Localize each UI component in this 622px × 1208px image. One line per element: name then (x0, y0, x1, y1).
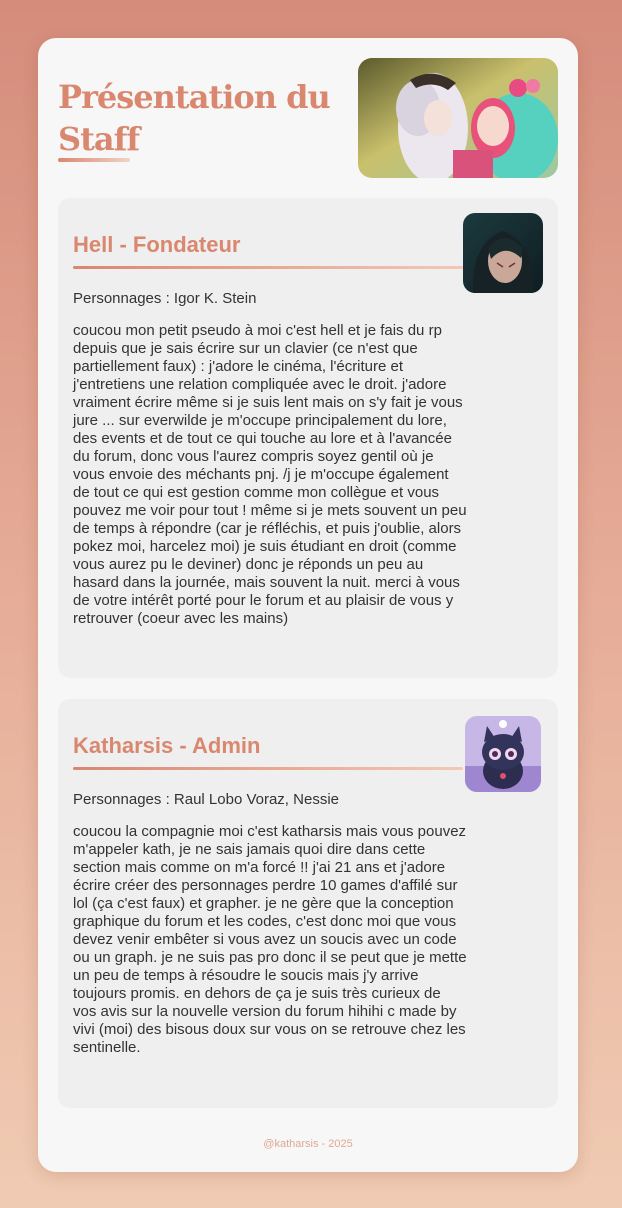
page-title: Présentation du Staff (58, 78, 330, 158)
staff-section-hell (58, 198, 558, 678)
staff-heading: Hell - Fondateur (73, 232, 241, 257)
staff-bio: coucou la compagnie moi c'est katharsis mais vous pouvez m'appeler kath, je ne sais jamais quoi dire dans cette section mais comme on m'a forcé !! j'ai 21 ans et j'adore écrire créer des personnages perdre 10 games d'affilé sur lol (ça c'est faux) et grapher. je ne gère que la conception graphique du forum et les codes, c'est donc moi que vous devez venir embêter si vous avez un soucis avec un code ou un graph. je ne suis pas pro donc il se peut que je mette un peu de temps à résoudre le soucis mais j'y arrive toujours promis. en dehors de ça je suis très curieux de vos avis sur la nouvelle version du forum hihihi c made by vivi (moi) des bisous doux sur vous on se retrouve chez les sentinelle. (73, 823, 467, 1056)
staff-heading: Katharsis - Admin (73, 733, 261, 758)
heading-underline (73, 767, 463, 770)
avatar (463, 213, 543, 293)
staff-section-katharsis (58, 699, 558, 1108)
staff-card (38, 38, 578, 1172)
characters-line: Personnages : Raul Lobo Voraz, Nessie (73, 791, 339, 808)
banner-image (358, 58, 558, 178)
title-underline (58, 158, 130, 162)
footer-credit: @katharsis - 2025 (263, 1138, 353, 1150)
characters-line: Personnages : Igor K. Stein (73, 290, 257, 307)
heading-underline (73, 266, 463, 269)
staff-bio: coucou mon petit pseudo à moi c'est hell et je fais du rp depuis que je sais écrire sur un clavier (ce n'est que partiellement faux) : j'adore le cinéma, l'écriture et j'entretiens une relation compliquée avec le droit. j'adore vraiment écrire même si je suis lent mais on s'y fait je vous jure ... sur everwilde je m'occupe principalement du lore, des events et de tout ce qui touche au lore et à l'avancée du forum, donc vous l'aurez compris soyez gentil où je vous envoie des méchants pnj. /j je m'occupe également de tout ce qui est gestion comme mon collègue et vous pouvez me voir pour tout ! même si je mets souvent un peu de temps à répondre (car je réfléchis, et puis j'oublie, alors pokez moi, harcelez moi) je suis étudiant en droit (comme vous aurez pu le deviner) donc je réponds un peu au hasard dans la journée, mais souvent la nuit. merci à vous de votre intérêt porté pour le forum et au plaisir de vous y retrouver (coeur avec les mains) (73, 322, 467, 627)
avatar (465, 716, 541, 792)
